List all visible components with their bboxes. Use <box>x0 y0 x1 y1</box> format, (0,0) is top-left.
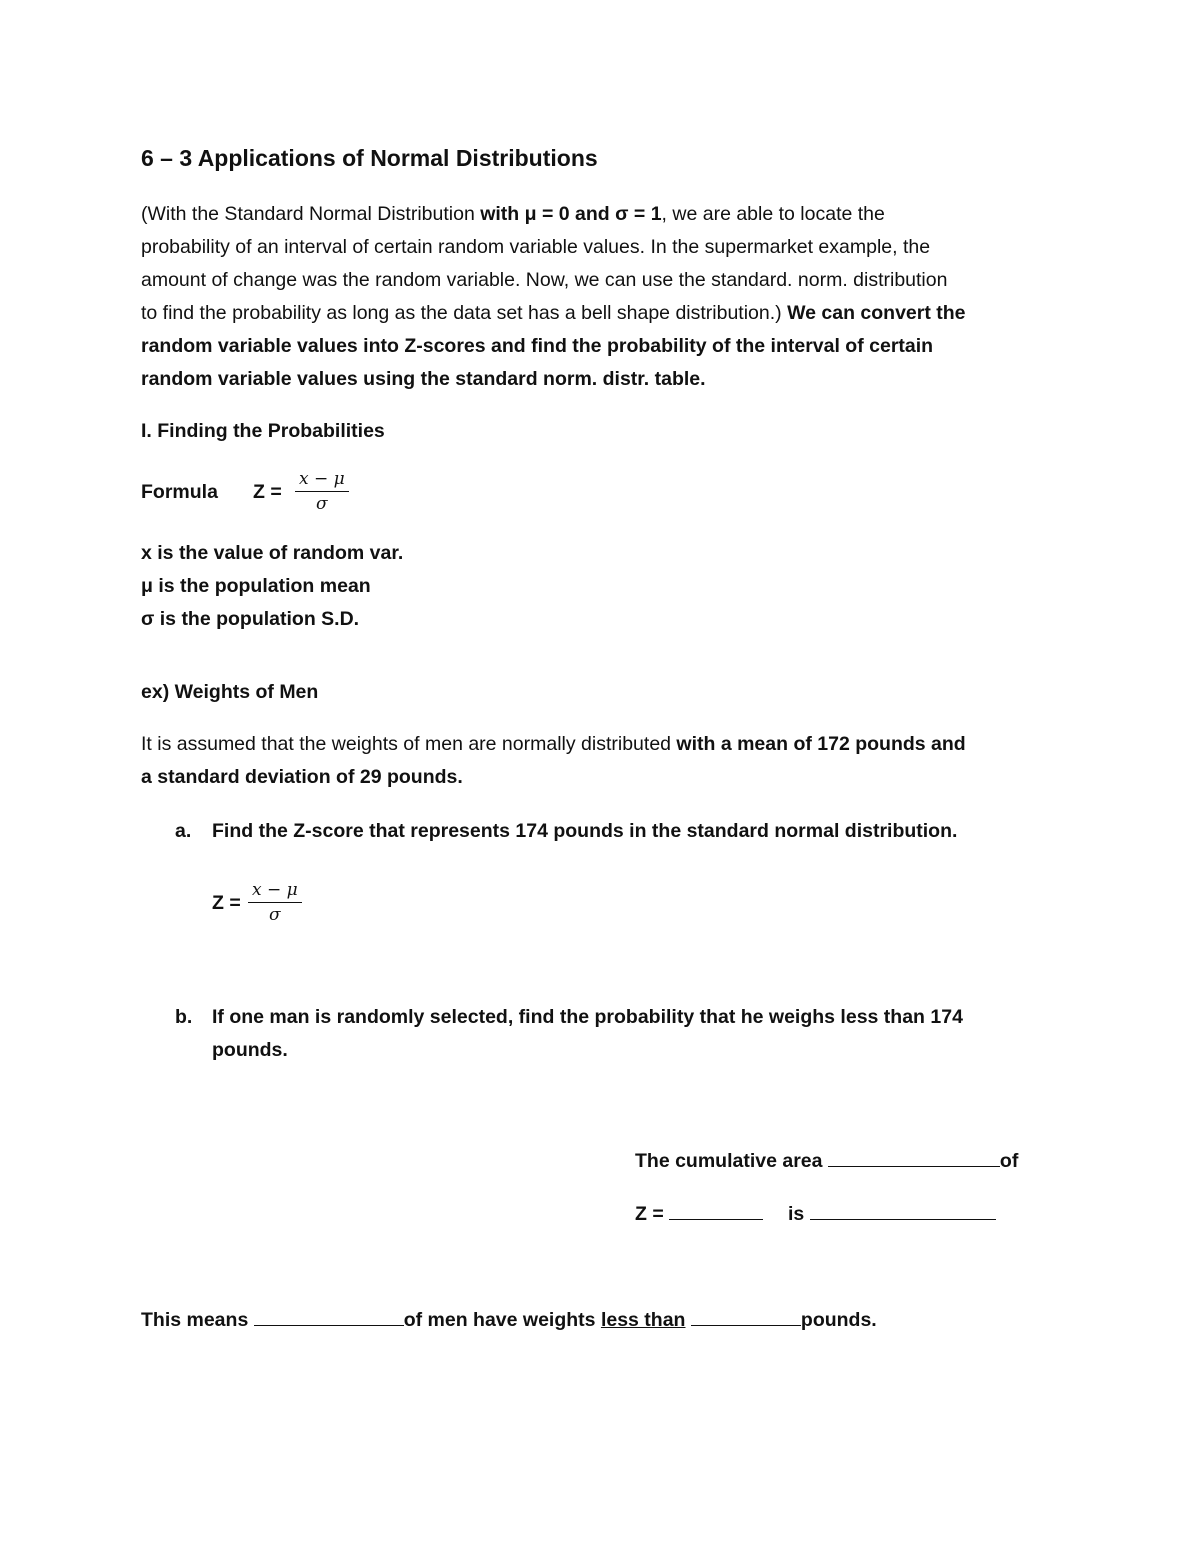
intro-line-5: random variable values into Z-scores and find the probability of the interval of certain <box>141 335 934 357</box>
z-is-label: is <box>787 1203 805 1225</box>
pounds-blank[interactable] <box>691 1305 801 1326</box>
formula-fraction <box>295 469 349 514</box>
intro-line-2: probability of an interval of certain random variable values. In the supermarket example, the <box>141 236 931 258</box>
definition-sigma: σ is the population S.D. <box>141 608 360 630</box>
intro-line-1: (With the Standard Normal Distribution with μ = 0 and σ = 1, we are able to locate the <box>141 203 885 225</box>
part-a-z-eq: Z = <box>212 892 241 914</box>
formula-numerator: x − μ <box>295 469 349 492</box>
part-b-question <box>212 1001 963 1067</box>
example-heading: ex) Weights of Men <box>141 681 319 703</box>
part-b-line-1: If one man is randomly selected, find the probability that he weighs less than 174 <box>212 1006 963 1028</box>
conclusion-less-than: less than <box>600 1309 686 1331</box>
formula-z-eq: Z = <box>253 481 282 503</box>
part-a-question: Find the Z-score that represents 174 pounds in the standard normal distribution. <box>212 820 958 842</box>
page-title: 6 – 3 Applications of Normal Distributions <box>141 145 598 171</box>
intro-line-6: random variable values using the standard norm. distr. table. <box>141 368 706 390</box>
z-value-label: Z = <box>635 1203 664 1225</box>
cumulative-area-of: of <box>999 1150 1019 1172</box>
formula-label: Formula <box>141 481 218 503</box>
part-b-line-2: pounds. <box>212 1039 288 1061</box>
part-a-numerator: x − μ <box>248 880 302 903</box>
z-value-blank[interactable] <box>669 1199 763 1220</box>
cumulative-area-row <box>635 1145 1018 1178</box>
example-line-2: a standard deviation of 29 pounds. <box>141 766 463 788</box>
z-value-row <box>635 1198 996 1231</box>
part-b-marker: b. <box>175 1006 193 1028</box>
definition-mu: μ is the population mean <box>141 575 371 597</box>
conclusion-means: This means <box>141 1309 249 1331</box>
part-a-fraction <box>248 880 302 925</box>
example-line-1: It is assumed that the weights of men are normally distributed with a mean of 172 pounds and <box>141 733 966 755</box>
intro-line-3: amount of change was the random variable. Now, we can use the standard. norm. distribution <box>141 269 948 291</box>
probability-blank[interactable] <box>810 1199 996 1220</box>
intro-paragraph <box>141 198 966 396</box>
cumulative-area-label: The cumulative area <box>635 1150 823 1172</box>
section-heading: I. Finding the Probabilities <box>141 420 385 442</box>
conclusion-sentence <box>141 1304 877 1337</box>
example-paragraph <box>141 728 966 794</box>
conclusion-men: of men have weights <box>403 1309 596 1331</box>
cumulative-area-blank[interactable] <box>828 1146 1000 1167</box>
formula-denominator: σ <box>316 494 328 514</box>
part-a-marker: a. <box>175 820 192 842</box>
conclusion-pounds: pounds. <box>800 1309 877 1331</box>
part-a-denominator: σ <box>269 905 281 925</box>
definition-x: x is the value of random var. <box>141 542 404 564</box>
percent-blank[interactable] <box>254 1305 404 1326</box>
intro-line-4: to find the probability as long as the data set has a bell shape distribution.) We can convert the <box>141 302 966 324</box>
definitions-list <box>141 537 403 636</box>
